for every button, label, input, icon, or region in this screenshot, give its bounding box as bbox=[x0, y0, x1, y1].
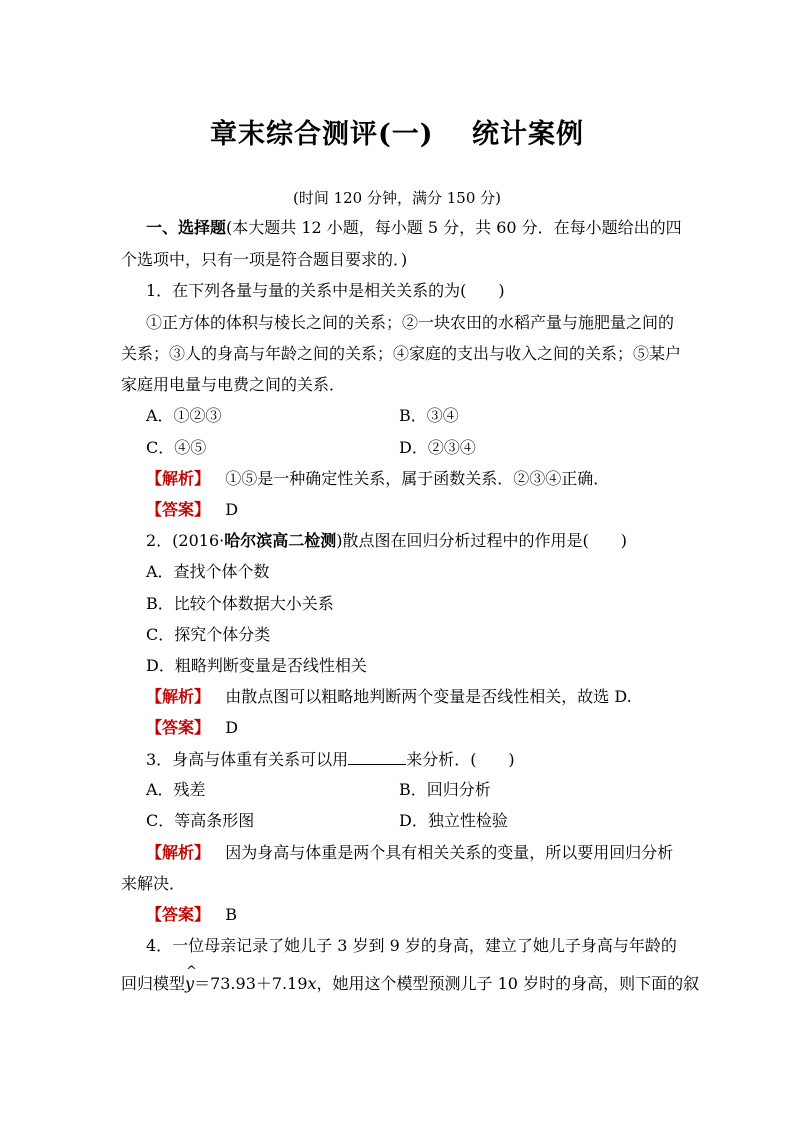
answer-tag: 【答案】 bbox=[146, 905, 211, 924]
q2-answer bbox=[146, 718, 238, 738]
q4-stem-line1: 4．一位母亲记录了她儿子 3 岁到 9 岁的身高，建立了她儿子身高与年龄的 bbox=[146, 936, 677, 955]
q3-analysis bbox=[146, 843, 673, 863]
analysis-tag: 【解析】 bbox=[146, 843, 211, 862]
q2-analysis bbox=[146, 687, 632, 707]
q3-option-c: C．等高条形图 bbox=[146, 811, 255, 830]
q1-option-a: A．①②③ bbox=[146, 406, 222, 425]
q2-analysis-text: 由散点图可以粗略地判断两个变量是否线性相关，故选 D. bbox=[225, 687, 632, 706]
q1-desc-line1: ①正方体的体积与棱长之间的关系；②一块农田的水稻产量与施肥量之间的 bbox=[146, 313, 675, 332]
section-instructions-cont: 个选项中，只有一项是符合题目要求的．) bbox=[121, 250, 408, 269]
q4-equation: ＝73.93＋7.19 bbox=[194, 974, 308, 993]
q1-desc-line3: 家庭用电量与电费之间的关系． bbox=[121, 375, 346, 394]
q3-answer bbox=[146, 905, 237, 925]
q4-model-label: 回归模型 bbox=[121, 974, 186, 993]
section-instructions: (本大题共 12 小题，每小题 5 分，共 60 分．在每小题给出的四 bbox=[226, 218, 682, 237]
q2-option-c: C．探究个体分类 bbox=[146, 625, 271, 644]
answer-tag: 【答案】 bbox=[146, 500, 211, 519]
q1-option-d: D．②③④ bbox=[399, 438, 476, 457]
q3-stem bbox=[146, 749, 515, 770]
q2-stem-text: )散点图在回归分析过程中的作用是( ) bbox=[336, 531, 627, 550]
q3-analysis-cont: 来解决． bbox=[121, 874, 186, 893]
q4-stem-rest: ，她用这个模型预测儿子 10 岁时的身高，则下面的叙 bbox=[316, 974, 700, 993]
q1-option-c: C．④⑤ bbox=[146, 438, 207, 457]
q4-stem-line2 bbox=[121, 974, 699, 994]
q2-stem bbox=[146, 531, 627, 551]
section-heading bbox=[146, 218, 682, 238]
q3-answer-value: B bbox=[225, 905, 238, 924]
q2-source: 哈尔滨高二检测 bbox=[224, 531, 337, 550]
q1-desc-line2: 关系；③人的身高与年龄之间的关系；④家庭的支出与收入之间的关系；⑤某户 bbox=[121, 344, 682, 363]
q1-option-b: B．③④ bbox=[399, 406, 459, 425]
exam-time-note: (时间 120 分钟，满分 150 分) bbox=[292, 189, 502, 207]
q3-analysis-text: 因为身高与体重是两个具有相关关系的变量，所以要用回归分析 bbox=[225, 843, 674, 862]
page-title: 章末综合测评(一) 统计案例 bbox=[210, 119, 584, 150]
analysis-tag: 【解析】 bbox=[146, 469, 211, 488]
q3-option-a: A．残差 bbox=[146, 780, 206, 799]
q2-option-d: D．粗略判断变量是否线性相关 bbox=[146, 656, 367, 675]
section-label: 一、选择题 bbox=[146, 218, 227, 237]
y-hat-symbol: ^ y bbox=[185, 974, 194, 994]
x-variable: x bbox=[307, 974, 317, 993]
q3-fill-blank bbox=[348, 749, 406, 765]
q1-answer bbox=[146, 500, 238, 520]
q2-option-b: B．比较个体数据大小关系 bbox=[146, 594, 334, 613]
q2-answer-value: D bbox=[225, 718, 239, 737]
q1-analysis bbox=[146, 469, 609, 489]
q1-analysis-text: ①⑤是一种确定性关系，属于函数关系．②③④正确． bbox=[225, 469, 610, 488]
q3-option-b: B．回归分析 bbox=[399, 780, 491, 799]
q2-number: 2．(2016· bbox=[146, 531, 225, 550]
q2-option-a: A．查找个体个数 bbox=[146, 562, 270, 581]
q1-stem: 1．在下列各量与量的关系中是相关关系的为( ) bbox=[146, 281, 505, 300]
q3-stem-post: 来分析．( ) bbox=[406, 750, 515, 769]
analysis-tag: 【解析】 bbox=[146, 687, 211, 706]
answer-tag: 【答案】 bbox=[146, 718, 211, 737]
q3-option-d: D．独立性检验 bbox=[399, 811, 508, 830]
q3-stem-pre: 3．身高与体重有关系可以用 bbox=[146, 750, 349, 769]
q1-answer-value: D bbox=[225, 500, 239, 519]
